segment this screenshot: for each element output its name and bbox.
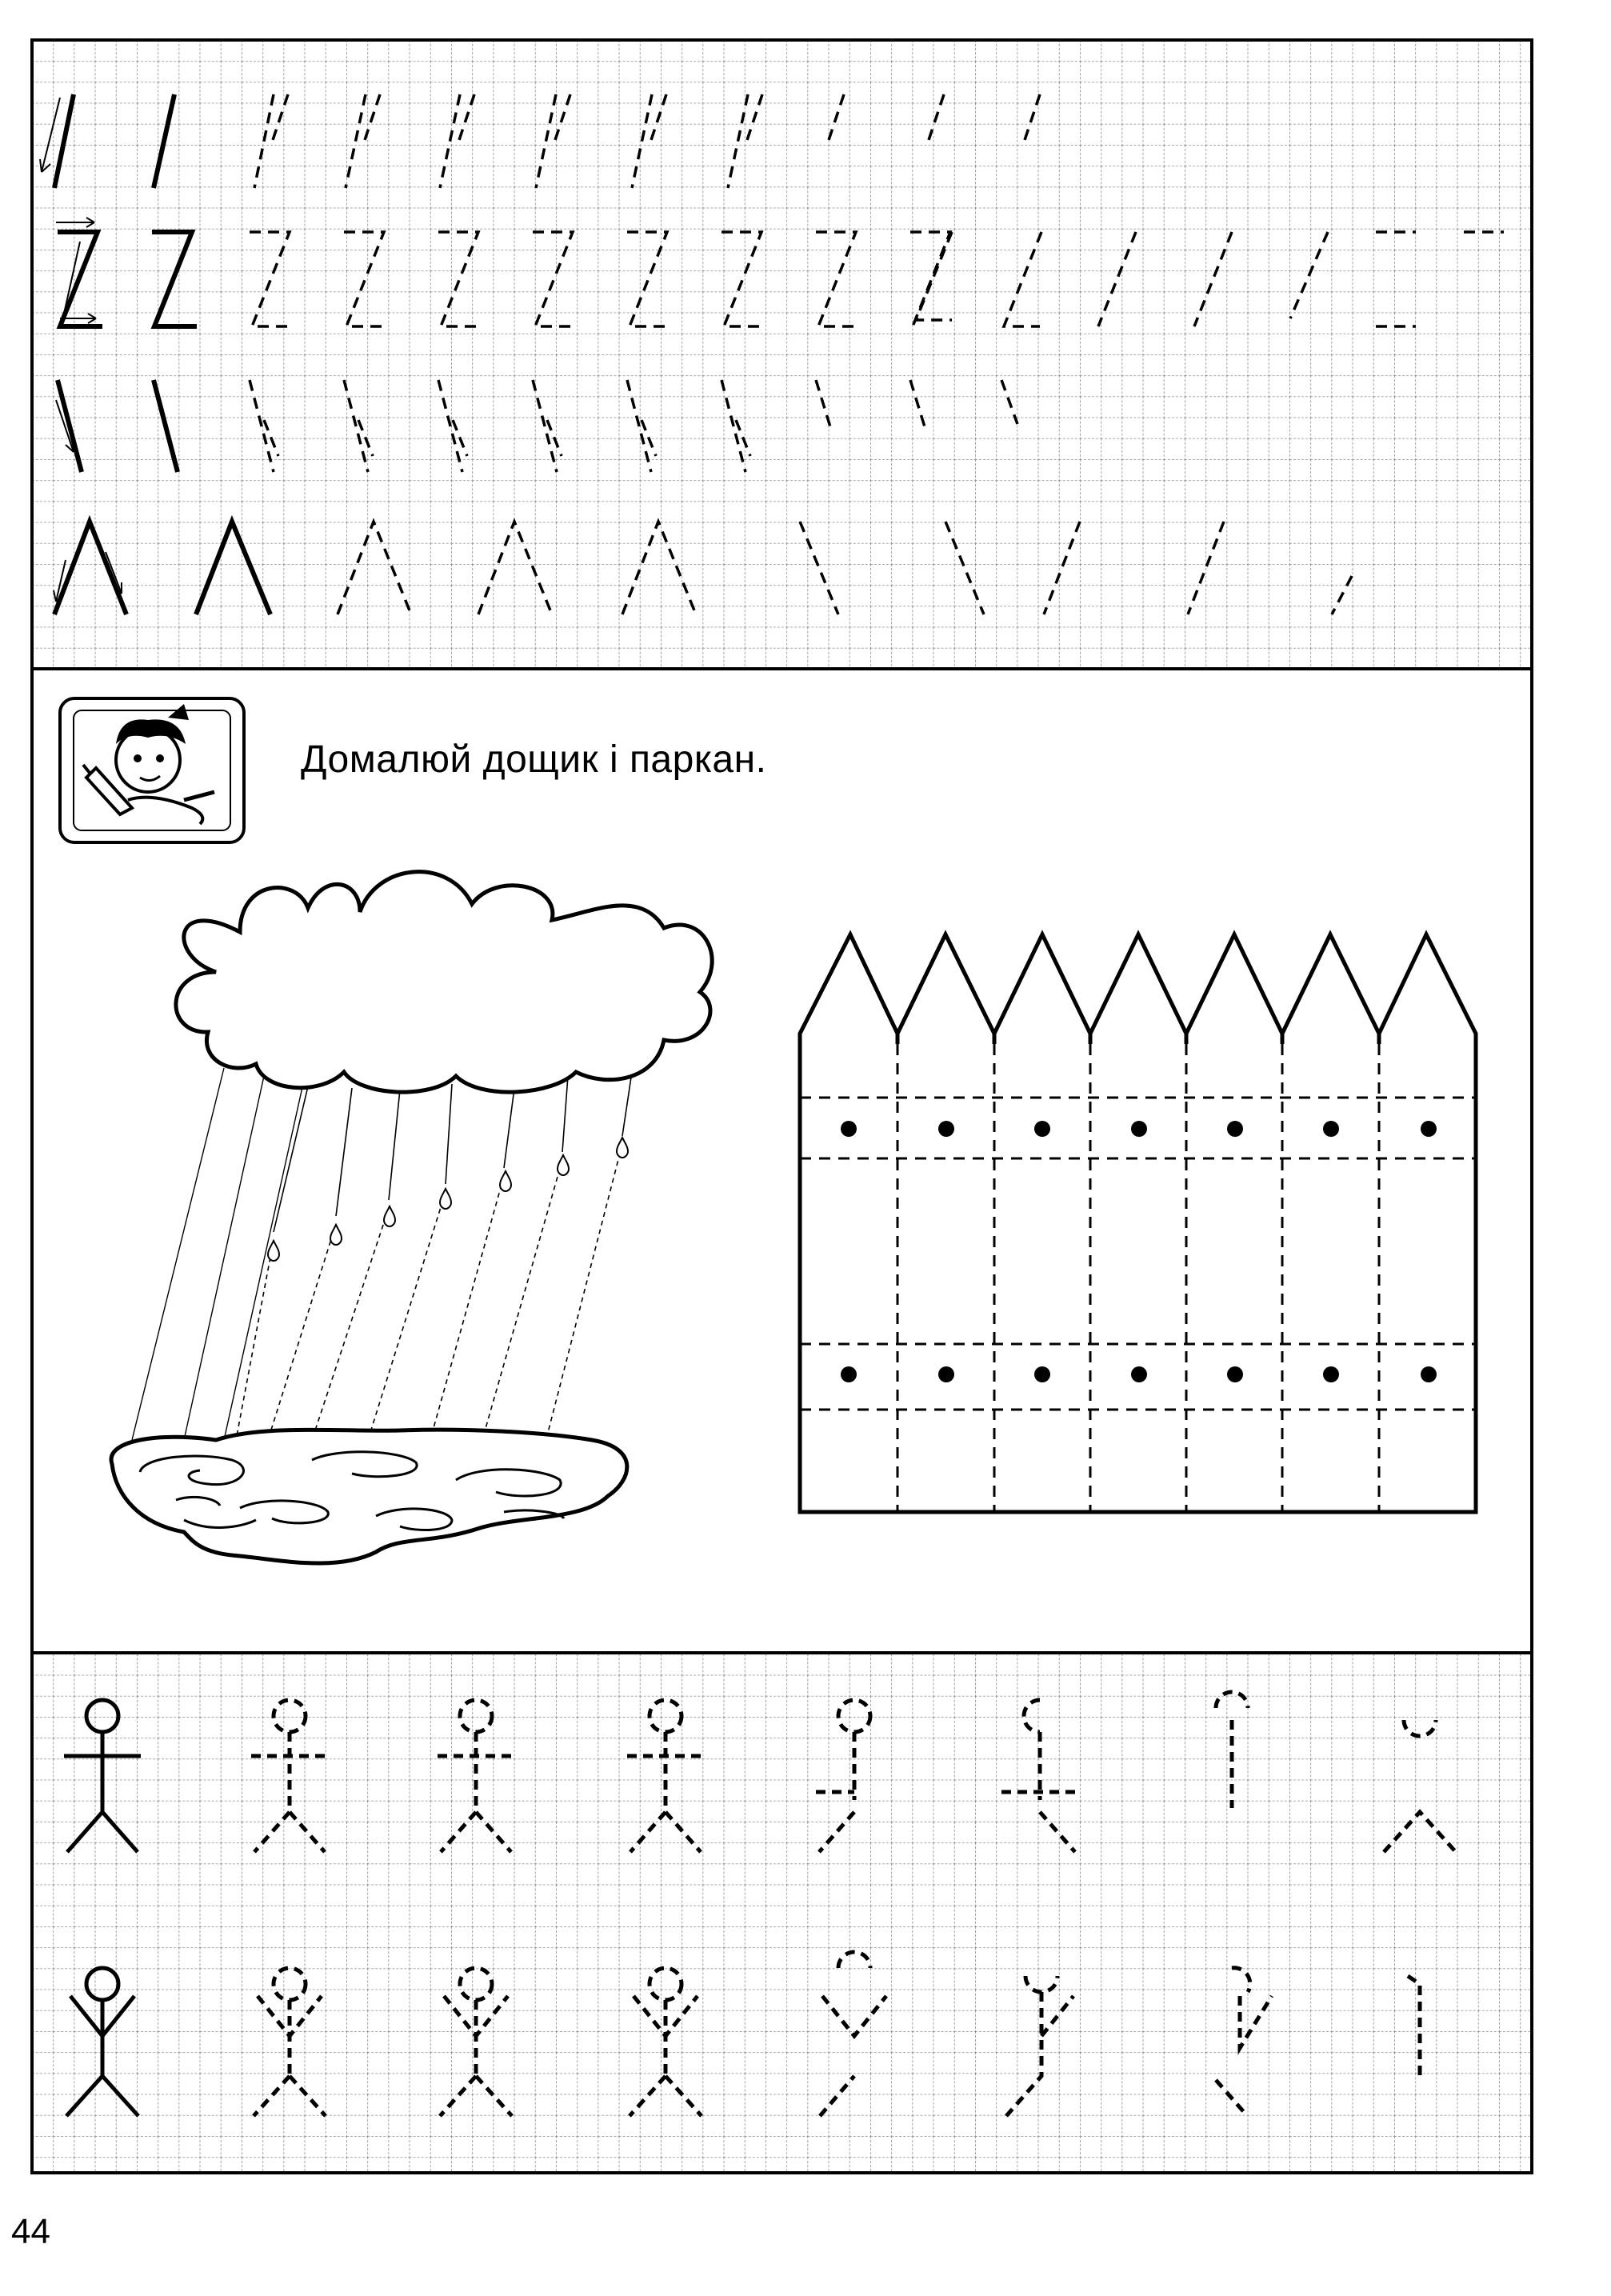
grid-background <box>32 40 1532 669</box>
rain-cloud <box>176 872 712 1092</box>
drawing-section <box>32 669 1532 1653</box>
bottom-grid-section <box>32 1653 1532 2173</box>
page-number: 44 <box>11 2212 50 2251</box>
grid-background <box>32 1653 1532 2173</box>
top-grid-section <box>32 40 1532 669</box>
boy-drawing-icon <box>60 698 244 842</box>
task-instruction: Домалюй дощик і паркан. <box>301 738 767 781</box>
